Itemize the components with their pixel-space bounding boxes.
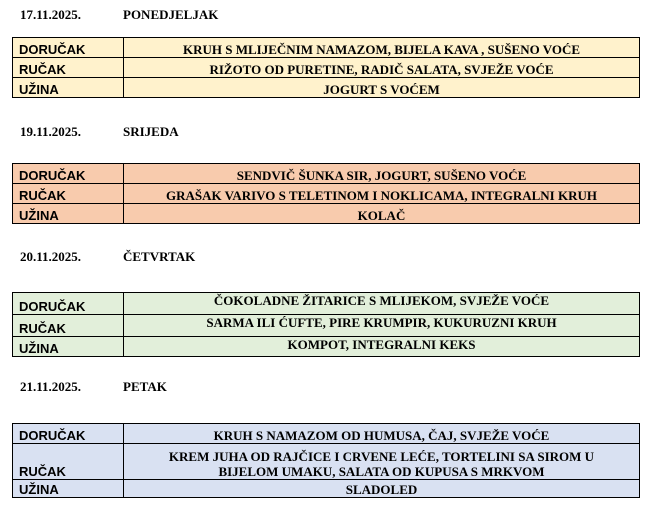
day-name: PONEDJELJAK — [123, 7, 219, 22]
meal-value: KOLAČ — [124, 204, 640, 224]
table-row — [13, 58, 640, 78]
meal-label: DORUČAK — [13, 38, 124, 58]
table-row — [13, 204, 640, 224]
table-row — [13, 480, 640, 498]
menu-table-thursday — [12, 292, 640, 357]
meal-label: DORUČAK — [13, 293, 124, 315]
day-date: 20.11.2025. — [20, 249, 82, 264]
meal-value: SARMA ILI ĆUFTE, PIRE KRUMPIR, KUKURUZNI KRUH — [124, 315, 640, 337]
meal-label: UŽINA — [13, 78, 124, 98]
table-row — [13, 337, 640, 357]
meal-label: RUČAK — [13, 444, 124, 480]
meal-value: SLADOLED — [124, 480, 640, 498]
meal-value: KRUH S NAMAZOM OD HUMUSA, ČAJ, SVJEŽE VOĆE — [124, 424, 640, 444]
meal-value: JOGURT S VOĆEM — [124, 78, 640, 98]
table-row — [13, 315, 640, 337]
day-heading — [20, 379, 167, 395]
table-row — [13, 184, 640, 204]
meal-value: KOMPOT, INTEGRALNI KEKS — [124, 337, 640, 357]
day-date: 21.11.2025. — [20, 379, 82, 394]
table-row — [13, 78, 640, 98]
meal-label: UŽINA — [13, 337, 124, 357]
meal-label: UŽINA — [13, 480, 124, 498]
meal-value: KRUH S MLIJEČNIM NAMAZOM, BIJELA KAVA , SUŠENO VOĆE — [124, 38, 640, 58]
table-row — [13, 293, 640, 315]
table-row — [13, 424, 640, 444]
day-name: PETAK — [123, 379, 167, 394]
day-name: ČETVRTAK — [123, 249, 196, 264]
day-date: 19.11.2025. — [20, 124, 82, 139]
menu-table-monday — [12, 37, 640, 98]
meal-label: RUČAK — [13, 184, 124, 204]
meal-label: DORUČAK — [13, 424, 124, 444]
table-row — [13, 444, 640, 480]
meal-label: RUČAK — [13, 58, 124, 78]
meal-value: RIŽOTO OD PURETINE, RADIČ SALATA, SVJEŽE VOĆE — [124, 58, 640, 78]
meal-value: SENDVIČ ŠUNKA SIR, JOGURT, SUŠENO VOĆE — [124, 164, 640, 184]
menu-table-friday — [12, 423, 640, 498]
meal-value-line: BIJELOM UMAKU, SALATA OD KUPUSA S MRKVOM — [218, 464, 545, 479]
meal-value — [124, 444, 640, 480]
day-date: 17.11.2025. — [20, 7, 82, 22]
day-heading — [20, 124, 179, 140]
table-row — [13, 38, 640, 58]
meal-label: UŽINA — [13, 204, 124, 224]
meal-value: ČOKOLADNE ŽITARICE S MLIJEKOM, SVJEŽE VOĆE — [124, 293, 640, 315]
day-heading — [20, 249, 195, 265]
meal-value: GRAŠAK VARIVO S TELETINOM I NOKLICAMA, INTEGRALNI KRUH — [124, 184, 640, 204]
table-row — [13, 164, 640, 184]
meal-label: DORUČAK — [13, 164, 124, 184]
menu-table-wednesday — [12, 163, 640, 224]
day-heading — [20, 7, 218, 23]
day-name: SRIJEDA — [123, 124, 179, 139]
meal-value-line: KREM JUHA OD RAJČICE I CRVENE LEĆE, TORTELINI SA SIROM U — [168, 449, 595, 464]
meal-label: RUČAK — [13, 315, 124, 337]
